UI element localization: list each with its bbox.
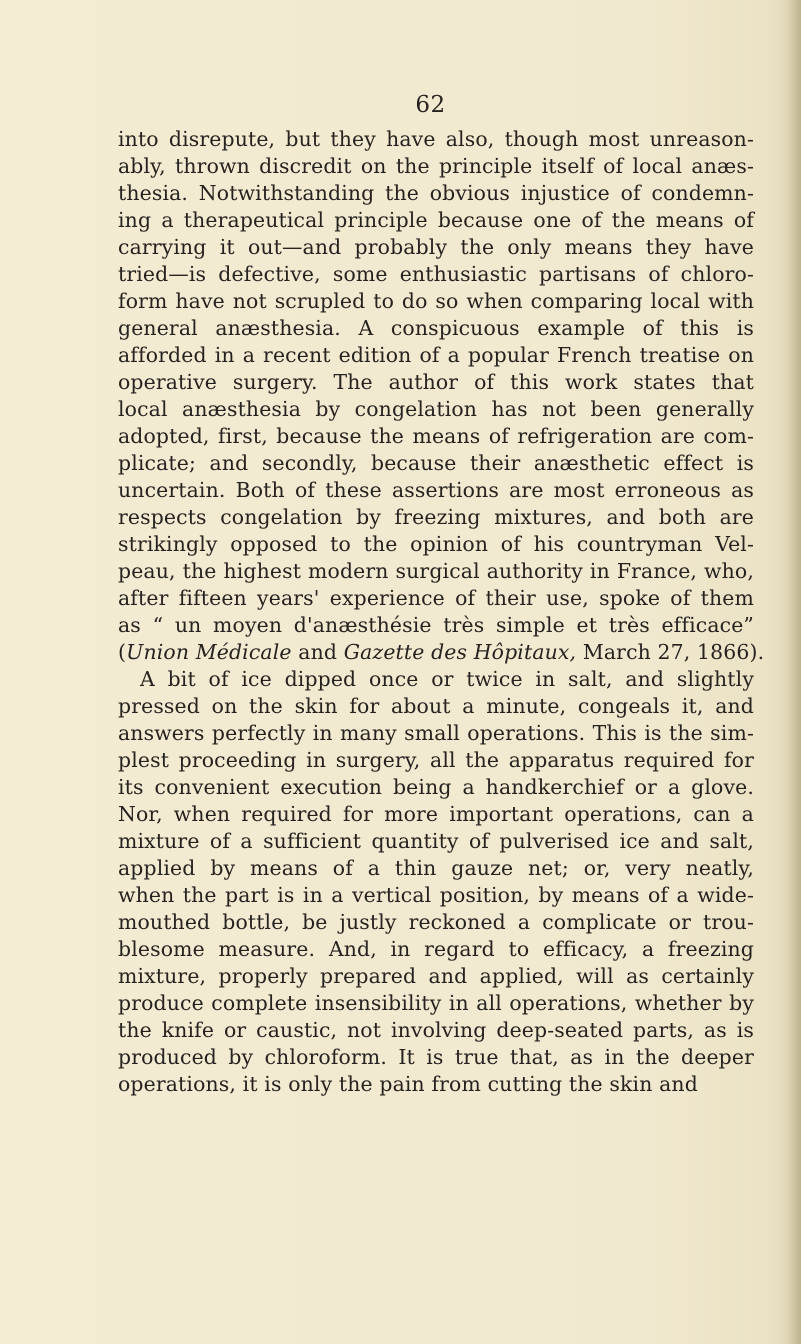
text-line: operations, it is only the pain from cutting the skin and xyxy=(118,1072,698,1096)
text-line: mouthed bottle, be justly reckoned a complicate or trou- xyxy=(118,910,754,934)
text-line: plest proceeding in surgery, all the apparatus required for xyxy=(118,748,754,772)
text-line: general anæsthesia. A conspicuous example of this is xyxy=(118,316,754,340)
text-line: produced by chloroform. It is true that, as in the deeper xyxy=(118,1045,754,1069)
text-line: uncertain. Both of these assertions are most erroneous as xyxy=(118,478,754,502)
page-number: 62 xyxy=(415,92,446,118)
text-line: afforded in a recent edition of a popular French treatise on xyxy=(118,343,754,367)
text-segment: March 27, 1866). xyxy=(576,640,765,664)
text-line: local anæsthesia by congelation has not been generally xyxy=(118,397,754,421)
body-text xyxy=(118,126,765,1098)
text-line: its convenient execution being a handkerchief or a glove. xyxy=(118,775,754,799)
text-segment: and xyxy=(291,640,344,664)
text-line: the knife or caustic, not involving deep-seated parts, as is xyxy=(118,1018,754,1042)
text-line: respects congelation by freezing mixtures, and both are xyxy=(118,505,754,529)
italic-citation: Union Médicale xyxy=(126,640,292,664)
text-line: peau, the highest modern surgical authority in France, who, xyxy=(118,559,754,583)
text-line: A bit of ice dipped once or twice in salt, and slightly xyxy=(140,667,754,691)
text-line: mixture, properly prepared and applied, will as certainly xyxy=(118,964,754,988)
text-line: pressed on the skin for about a minute, congeals it, and xyxy=(118,694,754,718)
text-line: operative surgery. The author of this work states that xyxy=(118,370,754,394)
text-line: ing a therapeutical principle because one of the means of xyxy=(118,208,754,232)
text-line: strikingly opposed to the opinion of his countryman Vel- xyxy=(118,532,754,556)
text-line: as “ un moyen d'anæsthésie très simple et très efficace” xyxy=(118,613,754,637)
text-line: Nor, when required for more important operations, can a xyxy=(118,802,754,826)
text-line: mixture of a sufficient quantity of pulverised ice and salt, xyxy=(118,829,754,853)
text-line: plicate; and secondly, because their anæsthetic effect is xyxy=(118,451,754,475)
text-line: into disrepute, but they have also, though most unreason- xyxy=(118,127,754,151)
text-segment: ( xyxy=(118,640,127,664)
text-line: when the part is in a vertical position, by means of a wide- xyxy=(118,883,754,907)
text-line: blesome measure. And, in regard to efficacy, a freezing xyxy=(118,937,754,961)
text-line: thesia. Notwithstanding the obvious injustice of condemn- xyxy=(118,181,754,205)
text-line xyxy=(118,639,765,666)
text-line: form have not scrupled to do so when comparing local with xyxy=(118,289,754,313)
text-line: ably, thrown discredit on the principle itself of local anæs- xyxy=(118,154,754,178)
text-line: answers perfectly in many small operations. This is the sim- xyxy=(118,721,754,745)
text-line: adopted, first, because the means of refrigeration are com- xyxy=(118,424,754,448)
italic-citation: Gazette des Hôpitaux, xyxy=(343,640,577,664)
text-line: produce complete insensibility in all operations, whether by xyxy=(118,991,754,1015)
text-line: carrying it out—and probably the only means they have xyxy=(118,235,754,259)
text-line: tried—is defective, some enthusiastic partisans of chloro- xyxy=(118,262,754,286)
page-edge-shadow xyxy=(787,0,801,1344)
text-line: after fifteen years' experience of their use, spoke of them xyxy=(118,586,754,610)
text-line: applied by means of a thin gauze net; or, very neatly, xyxy=(118,856,754,880)
